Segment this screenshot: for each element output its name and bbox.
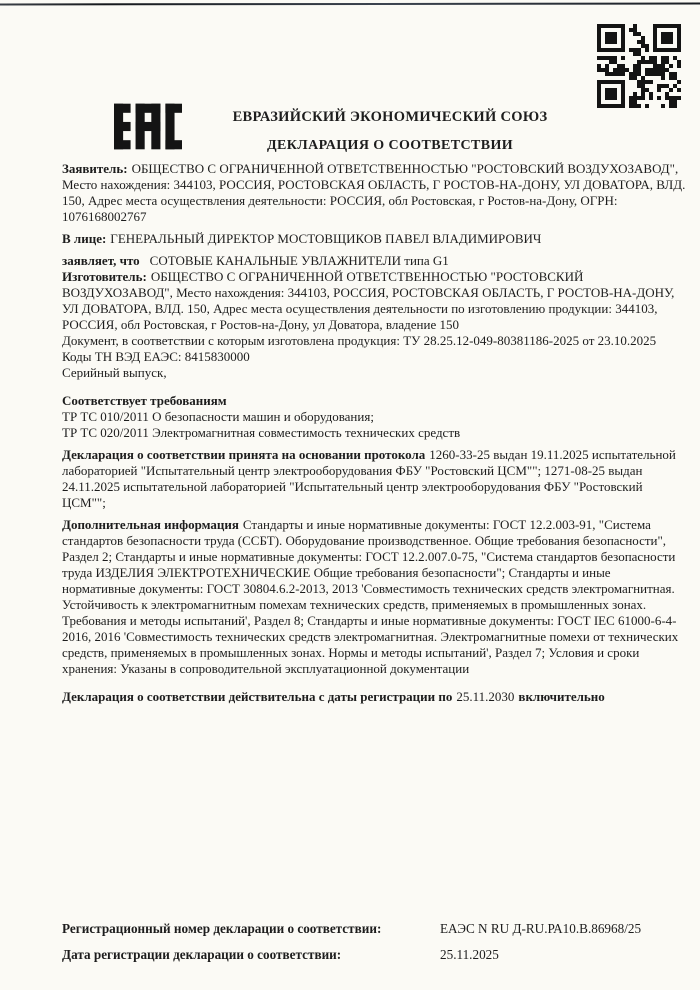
page-title: ДЕКЛАРАЦИЯ О СООТВЕТСТВИИ bbox=[266, 138, 514, 153]
validity-line bbox=[62, 689, 687, 705]
registration-number-label: Регистрационный номер декларации о соответствии: bbox=[62, 921, 382, 936]
field-in-person-label: В лице: bbox=[62, 231, 107, 246]
registration-date-value: 25.11.2025 bbox=[440, 947, 499, 962]
field-declares-value: СОТОВЫЕ КАНАЛЬНЫЕ УВЛАЖНИТЕЛИ типа G1 bbox=[149, 253, 449, 268]
compliance-item-1: ТР ТС 010/2011 О безопасности машин и оборудования; bbox=[62, 409, 374, 424]
field-manufacturer-label: Изготовитель: bbox=[62, 269, 147, 284]
validity-prefix: Декларация о соответствии действительна с даты регистрации по bbox=[62, 689, 453, 704]
field-declares bbox=[62, 253, 687, 269]
compliance-heading: Соответствует требованиям bbox=[62, 393, 227, 408]
field-in-person-value: ГЕНЕРАЛЬНЫЙ ДИРЕКТОР МОСТОВЩИКОВ ПАВЕЛ ВЛАДИМИРОВИЧ bbox=[110, 231, 542, 246]
validity-suffix: включительно bbox=[518, 689, 605, 704]
field-manufacturer-value: ОБЩЕСТВО С ОГРАНИЧЕННОЙ ОТВЕТСТВЕННОСТЬЮ "РОСТОВСКИЙ ВОЗДУХОЗАВОД", Место нахождения: 344103, РОССИЯ, РОСТОВСКАЯ ОБЛАСТЬ, Г РОСТОВ-НА-ДОНУ, УЛ ДОВАТОРА, ВЛД. 150, Адрес места осуществления деятельности по изготовлению продукции: 344103, РОССИЯ, обл Ростовская, г Ростов-на-Дону, ул Доватора, владение 150 bbox=[62, 269, 675, 332]
field-applicant bbox=[62, 161, 687, 225]
field-applicant-label: Заявитель: bbox=[62, 161, 128, 176]
qr-code bbox=[597, 24, 681, 108]
additional-info-value: Стандарты и иные нормативные документы: ГОСТ 12.2.003-91, "Система стандартов безопасности труда (ССБТ). Оборудование производственное. Общие требования безопасности", Раздел 2; Стандарты и иные нормативные документы: ГОСТ 12.2.007.0-75, "Система стандартов безопасности труда ИЗДЕЛИЯ ЭЛЕКТРОТЕХНИЧЕСКИЕ Общие требования безопасности"; Стандарты и иные нормативные документы: ГОСТ 30804.6.2-2013, 2013 'Совместимость технических средств электромагнитная. Устойчивость к электромагнитным помехам технических средств, применяемых в промышленных зонах. Требования и методы испытаний', Раздел 8; Стандарты и иные нормативные документы: ГОСТ IEC 61000-6-4-2016, 2016 'Совместимость технических средств электромагнитная. Электромагнитные помехи от технических средств, применяемых в промышленных зонах. Нормы и методы испытаний', Раздел 7; Условия и сроки хранения: Указаны в сопроводительной эксплуатационной документации bbox=[62, 517, 679, 676]
validity-date: 25.11.2030 bbox=[456, 689, 515, 704]
field-applicant-value: ОБЩЕСТВО С ОГРАНИЧЕННОЙ ОТВЕТСТВЕННОСТЬЮ "РОСТОВСКИЙ ВОЗДУХОЗАВОД", Место нахождения: 344103, РОССИЯ, РОСТОВСКАЯ ОБЛАСТЬ, Г РОСТОВ-НА-ДОНУ, УЛ ДОВАТОРА, ВЛД. 150, Адрес места осуществления деятельности: РОССИЯ, обл Ростовская, г Ростов-на-Дону, ОГРН: 1076168002767 bbox=[62, 161, 686, 224]
basis-label: Декларация о соответствии принята на основании протокола bbox=[62, 447, 426, 462]
union-title: ЕВРАЗИЙСКИЙ ЭКОНОМИЧЕСКИЙ СОЮЗ bbox=[232, 109, 548, 125]
basis-value: 1260-33-25 выдан 19.11.2025 испытательной лабораторией "Испытательный центр электрооборудования ФБУ "Ростовский ЦСМ""; 1271-08-25 выдан 24.11.2025 испытательной лабораторией "Испытательный центр электрооборудования ФБУ "Ростовский ЦСМ""; bbox=[62, 447, 676, 510]
registration-date-label: Дата регистрации декларации о соответствии: bbox=[62, 947, 342, 962]
field-in-person bbox=[62, 231, 687, 247]
field-manufacturer bbox=[62, 269, 687, 333]
compliance-item-2: ТР ТС 020/2011 Электромагнитная совместимость технических средств bbox=[62, 425, 461, 440]
scan-edge-line bbox=[0, 3, 700, 6]
basis-paragraph bbox=[62, 447, 687, 511]
field-product-doc: Документ, в соответствии с которым изготовлена продукция: ТУ 28.25.12-049-80381186-2025 от 23.10.2025 bbox=[62, 333, 657, 348]
field-tnved-codes: Коды ТН ВЭД ЕАЭС: 8415830000 bbox=[62, 349, 250, 364]
eac-mark-icon bbox=[114, 99, 182, 154]
field-declares-label: заявляет, что bbox=[62, 253, 140, 268]
document-header bbox=[180, 109, 600, 154]
registration-number-value: ЕАЭС N RU Д-RU.РА10.В.86968/25 bbox=[440, 921, 642, 936]
additional-info-label: Дополнительная информация bbox=[62, 517, 239, 532]
document-body bbox=[62, 161, 687, 705]
additional-info-paragraph bbox=[62, 517, 687, 677]
field-serial: Серийный выпуск, bbox=[62, 365, 167, 380]
